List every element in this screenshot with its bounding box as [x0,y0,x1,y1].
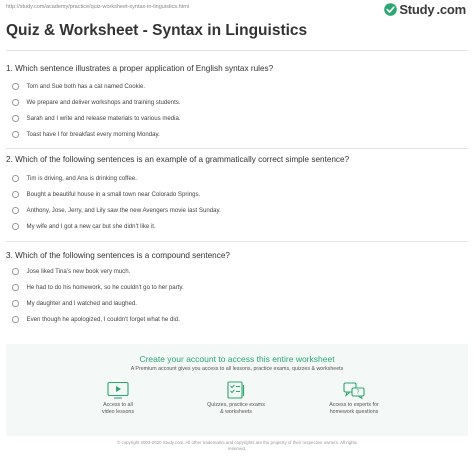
answer-label: Anthony, Jose, Jerry, and Lily saw the new Avengers movie last Sunday. [26,207,221,214]
question-3-text: 3. Which of the following sentences is a compound sentence? [6,251,230,260]
radio-button[interactable] [12,316,19,323]
answer-label: Sarah and I write and release materials to various media. [26,115,181,122]
radio-button[interactable] [12,115,19,122]
premium-description: A Premium account gives you access to all lessons, practice exams, quizzes & worksheets [130,366,344,372]
feature-line: homework questions [329,408,379,415]
answer-option[interactable] [12,97,181,108]
question-2-text: 2. Which of the following sentences is an example of a grammatically correct simple sentence? [6,155,350,164]
answer-label: My daughter and I watched and laughed. [26,300,137,307]
answer-label: Tim is driving, and Ana is drinking coffee. [26,175,137,182]
radio-button[interactable] [12,99,19,106]
feature-experts [309,381,399,416]
feature-line: Access to experts for [329,402,379,408]
logo-tld: .com [436,1,466,17]
expert-icon [343,381,365,399]
page-title: Quiz & Worksheet - Syntax in Linguistics [6,22,308,39]
radio-button[interactable] [12,223,19,230]
answer-label: Toast have I for breakfast every morning Monday. [26,131,160,138]
study-logo[interactable] [384,2,466,16]
upsell-panel [6,344,468,436]
video-lesson-icon [107,381,129,399]
create-account-link[interactable]: Create your account to access this entire worksheet [139,354,335,364]
answer-option[interactable] [12,81,145,92]
logo-text: Study [399,1,435,17]
divider [6,241,468,242]
quiz-icon [225,381,247,399]
copyright-footer [0,440,474,452]
answer-option[interactable] [12,173,137,184]
feature-video-lessons [73,381,163,416]
feature-quizzes [191,381,281,416]
answer-option[interactable] [12,129,160,140]
answer-label: Bought a beautiful house in a small town near Colorado Springs. [26,191,201,198]
answer-label: He had to do his homework, so he couldn't go to her party. [26,284,184,291]
feature-line: Quizzes, practice exams [207,402,265,408]
answer-label: Even though he apologized, I couldn't forget what he did. [26,316,180,323]
answer-label: My wife and I got a new car but she didn't like it. [26,223,156,230]
answer-option[interactable] [12,189,200,200]
answer-option[interactable] [12,298,137,309]
question-1-text: 1. Which sentence illustrates a proper application of English syntax rules? [6,64,274,73]
answer-option[interactable] [12,314,180,325]
copyright-line: © copyright 2003-2020 Study.com. All other trademarks and copyrights are the property of their respective owners. All rights [117,440,357,445]
answer-label: Jose liked Tina's new book very much. [26,268,131,275]
answer-option[interactable] [12,113,181,124]
answer-option[interactable] [12,282,184,293]
answer-label: Tom and Sue both has a cat named Cookie. [26,83,146,90]
radio-button[interactable] [12,268,19,275]
radio-button[interactable] [12,191,19,198]
radio-button[interactable] [12,284,19,291]
answer-label: We prepare and deliver workshops and training students. [26,99,181,106]
page-url: http://study.com/academy/practice/quiz-worksheet-syntax-in-linguistics.html [6,4,189,10]
answer-option[interactable] [12,205,221,216]
svg-text:?: ? [356,389,360,397]
divider [6,50,468,51]
radio-button[interactable] [12,207,19,214]
study-logo-icon [384,3,397,16]
answer-option[interactable] [12,266,130,277]
copyright-line: reserved. [227,446,247,451]
radio-button[interactable] [12,300,19,307]
feature-line: video lessons [101,408,135,415]
feature-line: & worksheets [220,408,252,415]
radio-button[interactable] [12,175,19,182]
feature-line: Access to all [103,402,133,408]
radio-button[interactable] [12,83,19,90]
divider [6,148,468,149]
answer-option[interactable] [12,221,156,232]
radio-button[interactable] [12,131,19,138]
